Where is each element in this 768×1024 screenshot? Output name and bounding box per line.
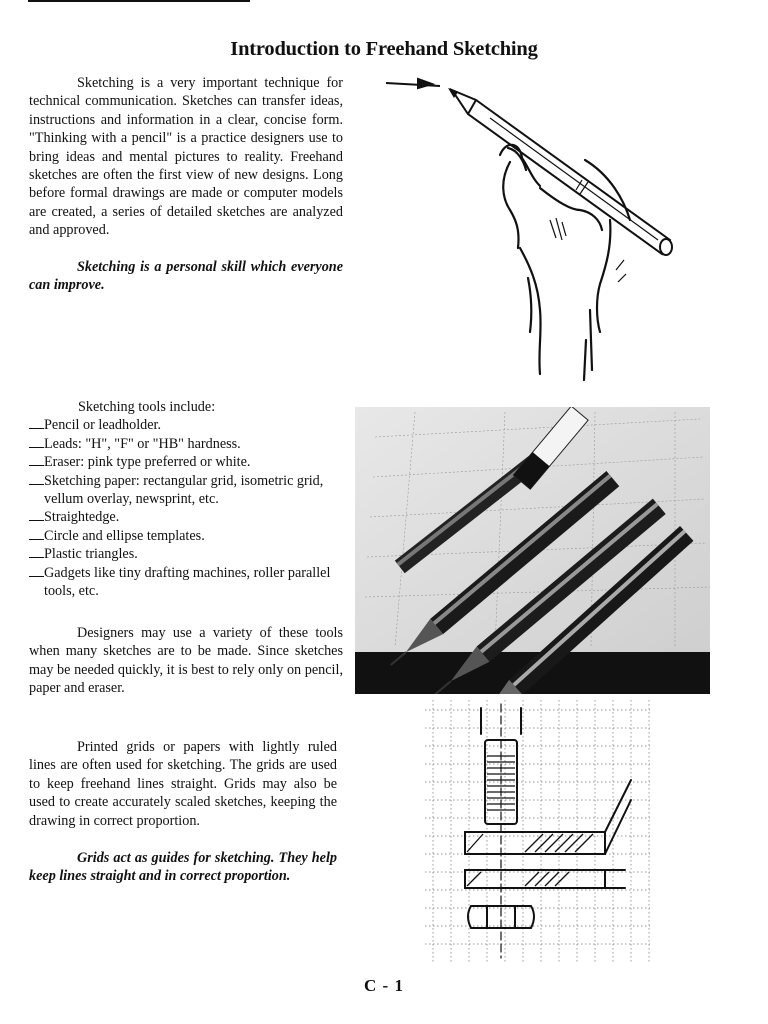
list-item [29, 435, 343, 453]
variety-paragraph-text: Designers may use a variety of these tools when many sketches are to be made. Since sketches may be needed quickly, it is best to rely only on pencil, paper and eraser. [29, 625, 343, 697]
tools-heading: Sketching tools include: [78, 399, 216, 415]
tools-section [29, 398, 343, 600]
pencils-photo-drawing [355, 407, 710, 694]
tool-label: Pencil or leadholder. [44, 417, 162, 434]
list-item [29, 416, 343, 434]
variety-paragraph [29, 624, 343, 698]
tool-label: Sketching paper: rectangular grid, isometric grid, vellum overlay, newsprint, etc. [44, 472, 324, 508]
variety-section [29, 624, 343, 698]
grid-bolt-drawing [425, 700, 650, 962]
list-item [29, 472, 343, 509]
list-item [29, 453, 343, 471]
hand-pencil-drawing [380, 70, 680, 390]
header-rule [28, 0, 250, 2]
grid-bolt-sketch [425, 700, 650, 962]
mechanical-pencils-photo [355, 407, 710, 694]
grids-paragraph [29, 738, 337, 830]
page-number: C - 1 [364, 976, 404, 995]
grids-emphasis [29, 849, 337, 886]
tool-label: Eraser: pink type preferred or white. [44, 454, 251, 471]
tool-label: Plastic triangles. [44, 546, 138, 563]
intro-emphasis-text: Sketching is a personal skill which everyone can improve. [29, 258, 343, 294]
intro-emphasis [29, 258, 343, 295]
grids-paragraph-text: Printed grids or papers with lightly ruled lines are often used for sketching. The grids are used to keep freehand lines straight. Grids may also be used to create accurately scaled sketches, keeping the drawing in correct proportion. [29, 739, 337, 829]
tool-label: Straightedge. [44, 509, 120, 526]
grids-section [29, 738, 337, 886]
page-title: Introduction to Freehand Sketching [230, 38, 538, 60]
grids-emphasis-text: Grids act as guides for sketching. They help keep lines straight and in correct proportion. [29, 850, 337, 885]
tool-label: Leads: "H", "F" or "HB" hardness. [44, 435, 241, 452]
tool-label: Circle and ellipse templates. [44, 527, 205, 544]
intro-section [29, 74, 343, 294]
hand-pencil-illustration [380, 70, 680, 390]
list-item [29, 508, 343, 526]
intro-paragraph [29, 74, 343, 240]
list-item [29, 527, 343, 545]
list-item [29, 564, 343, 601]
intro-paragraph-text: Sketching is a very important technique for technical communication. Sketches can transfer ideas, instructions and information in a clear, concise form. "Thinking with a pencil" is a practice designers use to bring ideas and mental pictures to reality. Freehand sketches are often the first view of new designs. Long before formal drawings are made or computer models are created, a series of detailed sketches are analyzed and approved. [29, 75, 343, 239]
tool-label: Gadgets like tiny drafting machines, roller parallel tools, etc. [44, 564, 331, 600]
list-item [29, 545, 343, 563]
